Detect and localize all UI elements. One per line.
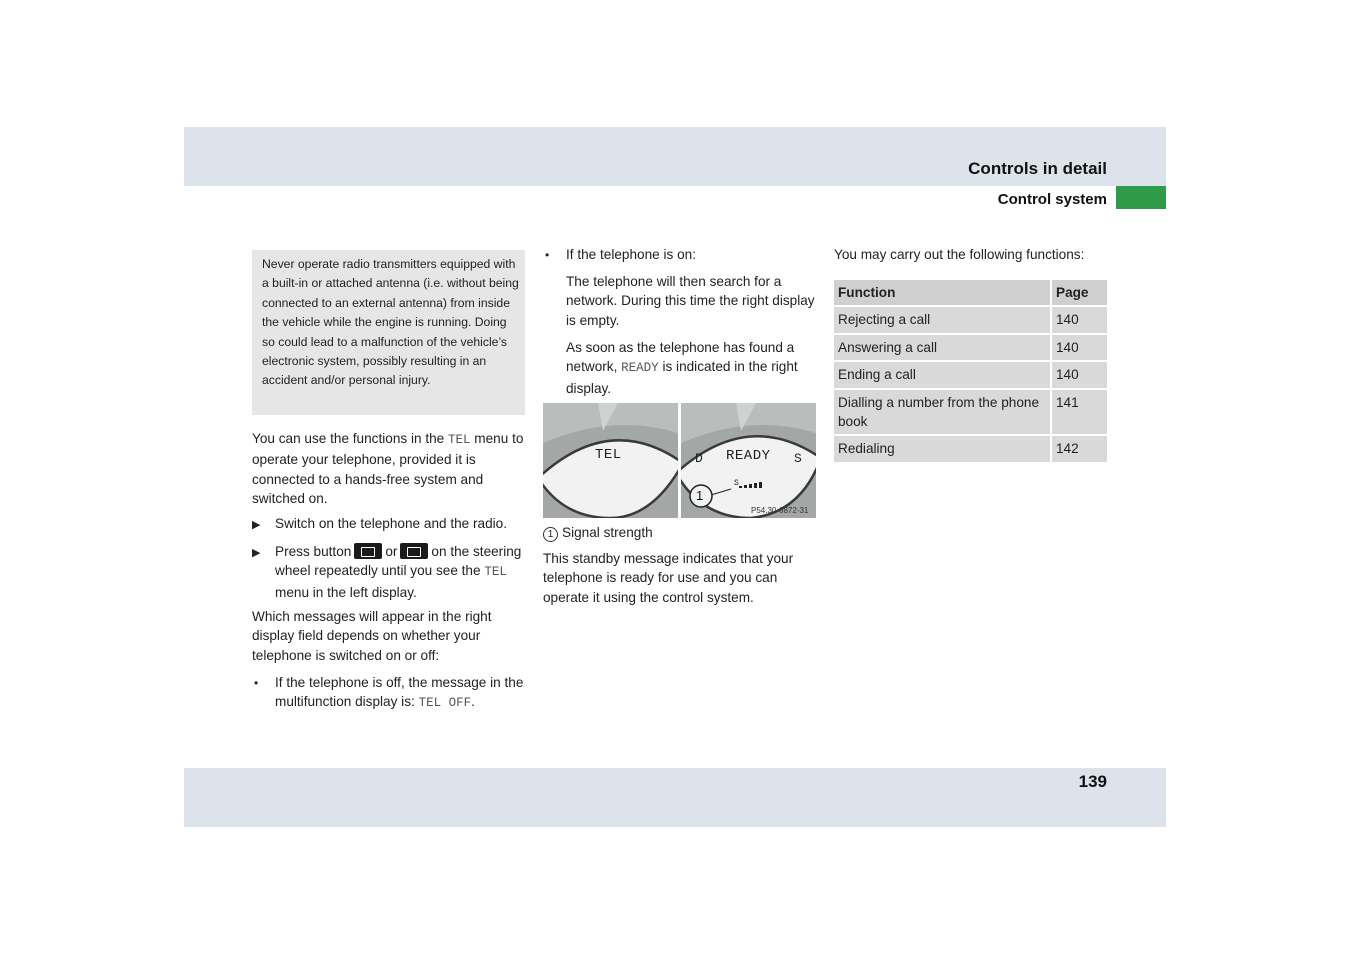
bullet-tel-off-text: If the telephone is off, the message in the multifunction display is: <box>275 675 524 710</box>
page-cell: 140 <box>1051 334 1107 361</box>
tel-off-code: TEL OFF <box>418 696 472 711</box>
bullet-tel-on: If the telephone is on: <box>566 247 696 262</box>
page-cell: 140 <box>1051 306 1107 333</box>
header-page: Page <box>1051 280 1107 306</box>
function-cell: Rejecting a call <box>834 306 1051 333</box>
steering-wheel-button-next-icon <box>354 543 382 559</box>
section-tab-marker <box>1116 186 1166 209</box>
ready-code: READY <box>621 361 659 376</box>
display-info-paragraph: Which messages will appear in the right display field depends on whether your telephone is switched on or off: <box>252 609 492 663</box>
figure-legend <box>543 523 817 542</box>
header-function: Function <box>834 280 1051 306</box>
bullet-tel-off-end: . <box>471 694 475 710</box>
warning-text: Never operate radio transmitters equipped with a built-in or attached antenna (i.e. without being connected to an external antenna) from inside the vehicle while the engine is running. Doing so could lead to a malfunction of the vehicle’s electronic system, possibly resulting in an accident and/or personal injury. <box>262 257 519 388</box>
display-right-s: S <box>794 451 803 466</box>
page-cell: 142 <box>1051 435 1107 462</box>
bullet-icon: • <box>254 676 259 690</box>
ready-text-b: is indicated in the right display. <box>566 359 798 396</box>
ready-paragraph <box>566 338 818 398</box>
step-2-text-c: menu in the left display. <box>275 584 417 600</box>
signal-strength-label: S <box>734 479 740 488</box>
step-2-or: or <box>385 544 398 559</box>
display-right-image <box>681 403 816 518</box>
function-cell: Answering a call <box>834 334 1051 361</box>
intro-paragraph <box>252 429 528 508</box>
display-left-text: TEL <box>595 447 622 463</box>
table-row <box>834 361 1107 388</box>
legend-number: 1 <box>543 527 558 542</box>
step-arrow-icon: ▶ <box>252 547 261 559</box>
legend-text: Signal strength <box>562 525 653 540</box>
table-row <box>834 334 1107 361</box>
network-search-paragraph: The telephone will then search for a network. During this time the right display is empty. <box>566 274 815 328</box>
display-right-d: D <box>695 451 704 466</box>
footer-band <box>184 768 1166 827</box>
functions-table <box>834 280 1107 464</box>
tel-code: TEL <box>448 433 471 447</box>
intro-text-a: You can use the functions in the <box>252 431 448 446</box>
subsection-title: Control system <box>997 191 1107 208</box>
section-title: Controls in detail <box>968 159 1107 178</box>
figure-code: P54.30-6872-31 <box>751 506 809 515</box>
function-cell: Redialing <box>834 435 1051 462</box>
bullet-icon: • <box>545 248 550 262</box>
step-2-text-b: on the steering wheel repeatedly until you see the <box>275 544 522 579</box>
table-row <box>834 306 1107 333</box>
table-header-row <box>834 280 1107 306</box>
bullet-tel-off <box>275 673 525 714</box>
function-cell: Ending a call <box>834 361 1051 388</box>
ready-text-a: As soon as the telephone has found a network, <box>566 340 795 375</box>
step-1: Switch on the telephone and the radio. <box>275 516 508 531</box>
page-number: 139 <box>1078 772 1107 791</box>
page-cell: 140 <box>1051 361 1107 388</box>
display-right-text: READY <box>726 448 771 464</box>
table-row <box>834 435 1107 462</box>
tel-code: TEL <box>484 565 507 580</box>
functions-intro: You may carry out the following functions: <box>834 247 1085 262</box>
step-arrow-icon: ▶ <box>252 519 261 531</box>
step-2 <box>275 542 527 602</box>
display-left-image <box>543 403 678 518</box>
page-cell: 141 <box>1051 389 1107 436</box>
table-row <box>834 389 1107 436</box>
intro-text-b: menu to operate your telephone, provided it is connected to a hands-free system and switched on. <box>252 431 524 506</box>
warning-box <box>252 250 525 415</box>
function-cell: Dialling a number from the phone book <box>834 389 1051 436</box>
standby-paragraph: This standby message indicates that your telephone is ready for use and you can operate it using the control system. <box>543 551 794 605</box>
step-2-text-a: Press button <box>275 544 352 559</box>
steering-wheel-button-prev-icon <box>400 543 428 559</box>
callout-number: 1 <box>696 488 704 503</box>
